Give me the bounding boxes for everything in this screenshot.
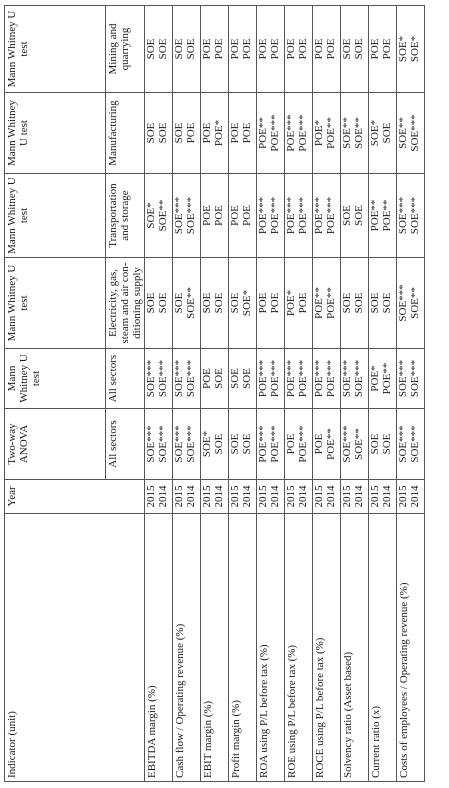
result-value: SOE* (145, 202, 157, 229)
sector-header: All sectors (106, 409, 145, 480)
result-value: SOE** (185, 287, 197, 319)
result-value: POE (369, 38, 381, 60)
indicator-cell: Solvency ratio (Asset based) (341, 514, 369, 782)
result-cell (229, 93, 257, 174)
result-value: SOE (241, 433, 253, 455)
year-cell (229, 480, 257, 514)
year-value: 2014 (157, 485, 169, 508)
table-row (229, 6, 257, 782)
result-value: POE* (213, 119, 225, 147)
results-table (4, 5, 425, 782)
result-value: SOE* (201, 430, 213, 458)
result-value: SOE (157, 292, 169, 314)
result-value: SOE (157, 38, 169, 60)
result-cell (201, 258, 229, 349)
result-value: SOE (341, 38, 353, 60)
result-cell (201, 93, 229, 174)
indicator-column-header: Indicator (unit) (5, 514, 145, 782)
result-value: POE* (313, 119, 325, 147)
result-value: SOE*** (409, 359, 421, 398)
result-value: SOE** (397, 117, 409, 149)
result-cell (369, 409, 397, 480)
indicator-cell: Current ratio (x) (369, 514, 397, 782)
result-value: POE** (313, 287, 325, 319)
result-value: POE*** (269, 425, 281, 463)
table-row (341, 6, 369, 782)
result-cell (285, 174, 313, 258)
result-value: SOE* (397, 35, 409, 63)
result-cell (369, 6, 397, 93)
result-value: POE (269, 38, 281, 60)
result-cell (369, 174, 397, 258)
result-value: POE (213, 205, 225, 226)
result-value: SOE** (341, 117, 353, 149)
result-value: SOE** (157, 199, 169, 232)
table-row (397, 6, 425, 782)
result-cell (201, 349, 229, 409)
year-cell (369, 480, 397, 514)
result-value: SOE* (369, 119, 381, 147)
result-value: POE* (369, 365, 381, 392)
indicator-cell: Cash flow / Operating revenue (%) (173, 514, 201, 782)
result-value: POE (201, 38, 213, 60)
result-value: POE (297, 292, 309, 314)
result-cell (341, 258, 369, 349)
indicator-cell: EBIT margin (%) (201, 514, 229, 782)
result-value: POE (257, 292, 269, 314)
result-value: SOE (229, 368, 241, 389)
result-cell (173, 409, 201, 480)
year-value: 2014 (269, 485, 281, 508)
year-value: 2015 (257, 485, 269, 508)
result-value: SOE* (409, 35, 421, 63)
year-value: 2014 (381, 485, 393, 508)
year-value: 2014 (185, 485, 197, 508)
result-value: POE*** (325, 196, 337, 235)
result-cell (397, 93, 425, 174)
result-value: SOE*** (185, 425, 197, 463)
year-value: 2014 (409, 485, 421, 508)
header-row-methods (5, 6, 106, 782)
result-value: POE (297, 38, 309, 60)
result-cell (313, 258, 341, 349)
result-value: POE (201, 205, 213, 226)
year-cell (341, 480, 369, 514)
result-cell (397, 409, 425, 480)
result-value: POE (241, 38, 253, 60)
result-cell (145, 6, 173, 93)
table-row (369, 6, 397, 782)
result-value: POE (285, 38, 297, 60)
result-value: POE (201, 122, 213, 144)
result-value: POE* (285, 289, 297, 317)
result-value: POE** (257, 117, 269, 149)
result-value: POE** (325, 428, 337, 460)
result-cell (173, 174, 201, 258)
result-cell (229, 6, 257, 93)
year-value: 2015 (229, 485, 241, 508)
result-value: POE*** (269, 196, 281, 235)
result-value: SOE (341, 205, 353, 226)
method-header: Mann Whitney U test (5, 93, 106, 174)
result-value: SOE (381, 292, 393, 314)
result-cell (145, 349, 173, 409)
result-value: SOE*** (173, 359, 185, 398)
result-value: POE*** (269, 359, 281, 398)
year-value: 2015 (313, 485, 325, 508)
result-value: SOE (145, 122, 157, 144)
result-cell (369, 258, 397, 349)
year-value: 2015 (369, 485, 381, 508)
result-value: SOE (369, 433, 381, 455)
result-value: POE (241, 205, 253, 226)
method-header: Two-way ANOVA (5, 409, 106, 480)
indicator-cell: ROCE using P/L before tax (%) (313, 514, 341, 782)
result-cell (173, 6, 201, 93)
result-value: SOE*** (173, 425, 185, 463)
method-header: Mann Whitney U test (5, 349, 106, 409)
result-value: POE*** (313, 196, 325, 235)
result-value: SOE*** (145, 425, 157, 463)
year-value: 2015 (341, 485, 353, 508)
result-cell (397, 6, 425, 93)
result-value: POE*** (257, 196, 269, 235)
result-cell (313, 6, 341, 93)
indicator-cell: EBITDA margin (%) (145, 514, 173, 782)
indicator-cell: Costs of employees / Operating revenue (%) (397, 514, 425, 782)
result-cell (229, 174, 257, 258)
result-value: SOE (173, 122, 185, 144)
result-cell (257, 349, 285, 409)
sector-header: All sectors (106, 349, 145, 409)
result-value: POE** (381, 199, 393, 232)
result-value: SOE (381, 122, 393, 144)
year-cell (173, 480, 201, 514)
result-value: POE** (369, 199, 381, 232)
result-value: POE (241, 122, 253, 144)
result-cell (285, 93, 313, 174)
result-value: POE (257, 38, 269, 60)
year-value: 2015 (145, 485, 157, 508)
result-value: SOE* (241, 289, 253, 317)
result-cell (397, 258, 425, 349)
result-value: POE (325, 38, 337, 60)
result-value: POE** (325, 117, 337, 149)
sector-header: Manufacturing (106, 93, 145, 174)
year-cell (145, 480, 173, 514)
result-cell (397, 349, 425, 409)
method-header: Mann Whitney U test (5, 6, 106, 93)
table-row (313, 6, 341, 782)
result-cell (313, 409, 341, 480)
result-value: SOE*** (409, 425, 421, 463)
result-value: POE*** (297, 114, 309, 152)
result-value: SOE*** (173, 196, 185, 235)
result-value: POE (381, 38, 393, 60)
result-value: POE*** (257, 425, 269, 463)
result-value: POE*** (325, 359, 337, 398)
result-value: POE*** (285, 359, 297, 398)
result-value: SOE*** (341, 425, 353, 463)
year-value: 2014 (213, 485, 225, 508)
result-value: SOE (369, 292, 381, 314)
result-value: POE*** (269, 114, 281, 152)
result-cell (369, 349, 397, 409)
result-value: SOE (145, 38, 157, 60)
result-value: POE*** (257, 359, 269, 398)
result-value: SOE*** (145, 359, 157, 398)
result-cell (341, 174, 369, 258)
result-value: SOE (353, 205, 365, 226)
result-cell (397, 174, 425, 258)
result-value: SOE*** (353, 359, 365, 398)
result-cell (201, 409, 229, 480)
result-value: SOE (145, 292, 157, 314)
year-value: 2015 (285, 485, 297, 508)
result-cell (369, 93, 397, 174)
indicator-cell: ROA using P/L before tax (%) (257, 514, 285, 782)
result-value: SOE (213, 368, 225, 389)
result-value: POE*** (297, 359, 309, 398)
result-value: SOE (353, 38, 365, 60)
result-cell (145, 258, 173, 349)
result-cell (313, 174, 341, 258)
result-cell (201, 174, 229, 258)
result-value: SOE (185, 38, 197, 60)
result-value: POE*** (297, 425, 309, 463)
result-value: SOE (381, 433, 393, 455)
result-cell (341, 93, 369, 174)
result-value: POE*** (285, 196, 297, 235)
result-cell (313, 349, 341, 409)
result-value: POE (213, 38, 225, 60)
year-column-header: Year (5, 480, 145, 514)
result-value: SOE** (353, 428, 365, 460)
result-value: SOE (173, 292, 185, 314)
result-value: POE (229, 38, 241, 60)
table-body (145, 6, 425, 782)
result-cell (341, 409, 369, 480)
result-cell (285, 6, 313, 93)
result-value: SOE*** (409, 114, 421, 152)
table-row (145, 6, 173, 782)
table-row (201, 6, 229, 782)
year-value: 2014 (325, 485, 337, 508)
result-value: SOE*** (397, 425, 409, 463)
year-cell (201, 480, 229, 514)
sector-header: Electricity, gas, steam and air con-ditioning supply (106, 258, 145, 349)
result-value: POE*** (297, 196, 309, 235)
result-cell (201, 6, 229, 93)
method-header: Mann Whitney U test (5, 174, 106, 258)
result-cell (313, 93, 341, 174)
result-value: SOE*** (157, 359, 169, 398)
result-cell (341, 6, 369, 93)
year-value: 2014 (297, 485, 309, 508)
sector-header: Mining and quarrying (106, 6, 145, 93)
result-value: SOE*** (397, 284, 409, 322)
result-cell (257, 258, 285, 349)
result-cell (285, 349, 313, 409)
result-cell (145, 93, 173, 174)
table-row (257, 6, 285, 782)
year-cell (257, 480, 285, 514)
result-value: SOE (229, 433, 241, 455)
year-cell (397, 480, 425, 514)
year-value: 2015 (397, 485, 409, 508)
indicator-cell: Profit margin (%) (229, 514, 257, 782)
method-header: Mann Whitney U test (5, 258, 106, 349)
table-row (285, 6, 313, 782)
result-cell (257, 409, 285, 480)
indicator-cell: ROE using P/L before tax (%) (285, 514, 313, 782)
result-value: SOE** (409, 287, 421, 319)
result-cell (229, 258, 257, 349)
result-value: POE (229, 122, 241, 144)
result-cell (145, 174, 173, 258)
result-value: POE (201, 368, 213, 389)
result-value: SOE** (353, 117, 365, 149)
result-cell (257, 174, 285, 258)
result-value: POE*** (313, 359, 325, 398)
result-cell (341, 349, 369, 409)
result-cell (257, 6, 285, 93)
result-cell (257, 93, 285, 174)
year-cell (285, 480, 313, 514)
result-value: SOE (213, 433, 225, 455)
result-value: POE (313, 433, 325, 455)
year-value: 2014 (353, 485, 365, 508)
result-cell (229, 409, 257, 480)
result-value: SOE (341, 292, 353, 314)
result-cell (285, 409, 313, 480)
result-value: SOE (241, 368, 253, 389)
result-value: POE (269, 292, 281, 314)
result-value: SOE*** (185, 196, 197, 235)
result-value: SOE*** (409, 196, 421, 235)
result-value: SOE (173, 38, 185, 60)
result-value: POE (229, 205, 241, 226)
result-cell (173, 349, 201, 409)
table-row (173, 6, 201, 782)
result-cell (173, 93, 201, 174)
result-value: SOE*** (341, 359, 353, 398)
result-value: POE** (381, 362, 393, 395)
result-value: SOE*** (185, 359, 197, 398)
result-value: POE (313, 38, 325, 60)
result-value: SOE (229, 292, 241, 314)
year-value: 2015 (173, 485, 185, 508)
result-value: SOE*** (397, 359, 409, 398)
result-cell (173, 258, 201, 349)
result-value: SOE*** (397, 196, 409, 235)
result-cell (229, 349, 257, 409)
year-cell (313, 480, 341, 514)
year-value: 2014 (241, 485, 253, 508)
result-value: POE** (325, 287, 337, 319)
result-value: SOE (201, 292, 213, 314)
year-value: 2015 (201, 485, 213, 508)
result-cell (285, 258, 313, 349)
result-value: SOE (213, 292, 225, 314)
result-value: POE*** (285, 114, 297, 152)
result-value: POE (285, 433, 297, 455)
result-value: POE (185, 122, 197, 144)
result-value: SOE*** (157, 425, 169, 463)
sector-header: Transportation and storage (106, 174, 145, 258)
result-value: SOE (353, 292, 365, 314)
result-value: SOE (157, 122, 169, 144)
result-cell (145, 409, 173, 480)
